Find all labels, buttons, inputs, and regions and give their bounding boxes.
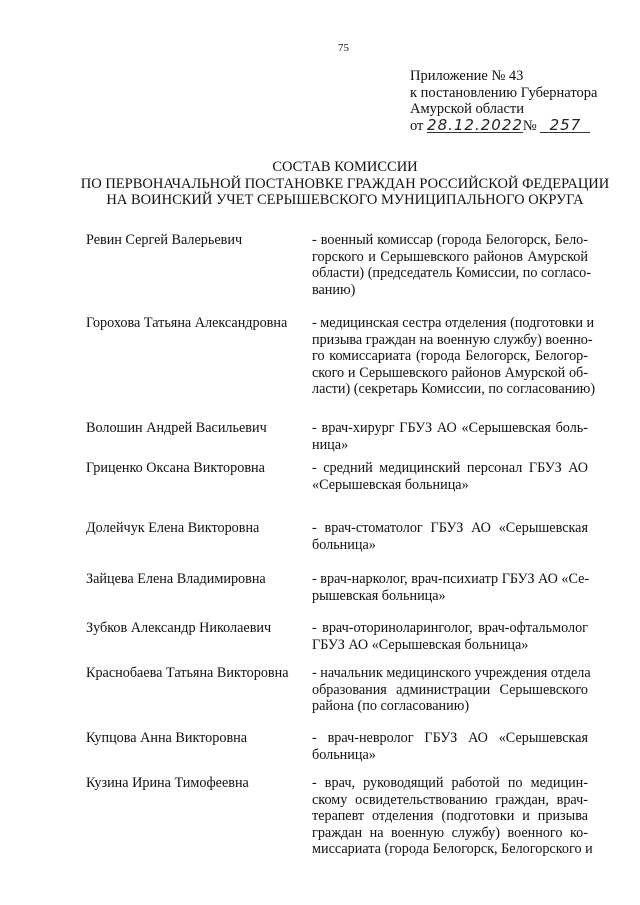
position-line: - начальник медицинского учреждения отдела [312,665,591,681]
appendix-number: Приложение № 43 [410,68,524,84]
position-line: ского и Серышевского районов Амурской об- [312,364,588,381]
position-line: - медицинская сестра отделения (подготовки и [312,315,595,331]
member-name: Краснобаева Татьяна Викторовна [86,665,289,681]
member-name: Зубков Александр Николаевич [86,620,272,636]
member-name: Зайцева Елена Владимировна [86,571,266,587]
member-name: Кузина Ирина Тимофеевна [86,775,249,791]
position-line: ГБУЗ АО «Серышевская больница» [312,636,529,653]
position-line: го комиссариата (города Белогорск, Белогор- [312,348,588,365]
position-line: граждан на военную службу) военного ко- [312,824,588,841]
date-prefix: от [410,117,424,134]
handwritten-number: 257 [540,118,590,133]
appendix-header [410,68,597,134]
position-line: ница» [312,436,349,453]
position-line: - врач-стоматолог ГБУЗ АО «Серышевская [312,520,588,536]
position-line: рышевская больница» [312,587,446,604]
member-position [312,620,588,653]
position-line: ванию) [312,281,356,298]
member-position [312,232,591,298]
member-name: Купцова Анна Викторовна [86,730,248,746]
appendix-reference: к постановлению Губернатора [410,84,598,101]
member-position [312,520,588,553]
member-name: Волошин Андрей Васильевич [86,420,267,436]
position-line: - врач-нарколог, врач-психиатр ГБУЗ АО «Се- [312,571,590,587]
appendix-date-line [410,115,597,135]
appendix-region: Амурской области [410,101,524,117]
member-name: Горохова Татьяна Александровна [86,315,288,331]
position-line: «Серышевская больница» [312,476,469,493]
position-line: образования администрации Серышевского [312,681,588,698]
position-line: - врач-хирург ГБУЗ АО «Серышевская боль- [312,420,588,436]
page-number: 75 [338,42,349,54]
position-line: миссариата (города Белогорск, Белогорского и [312,841,593,858]
position-line: - врач, руководящий работой по медицин- [312,775,588,791]
member-position [312,420,588,453]
member-name: Ревин Сергей Валерьевич [86,232,243,248]
number-sign: № [522,117,537,134]
member-position [312,315,596,398]
member-name: Гриценко Оксана Викторовна [86,460,265,476]
position-line: ласти) (секретарь Комиссии, по согласованию) [312,381,596,398]
handwritten-date: 28.12.2022 [427,115,523,134]
member-position [312,730,588,763]
document-title [60,159,630,209]
position-line: - средний медицинский персонал ГБУЗ АО [312,460,588,476]
position-line: больница» [312,746,376,763]
member-position [312,460,588,493]
title-line-1: СОСТАВ КОМИССИИ [272,159,418,175]
position-line: горского и Серышевского районов Амурской [312,248,588,265]
position-line: - врач-невролог ГБУЗ АО «Серышевская [312,730,588,746]
position-line: больница» [312,536,376,553]
member-position [312,775,593,858]
title-line-2: ПО ПЕРВОНАЧАЛЬНОЙ ПОСТАНОВКЕ ГРАЖДАН РОССИЙСКОЙ ФЕДЕРАЦИИ [80,175,610,192]
position-line: терапевт отделения (подготовки и призыва [312,808,588,825]
member-name: Долейчук Елена Викторовна [86,520,260,536]
position-line: - врач-оториноларинголог, врач-офтальмолог [312,620,588,636]
position-line: области) (председатель Комиссии, по согласо- [312,265,591,282]
position-line: района (по согласованию) [312,698,470,715]
position-line: скому освидетельствованию граждан, врач- [312,791,588,808]
position-line: призыва граждан на военную службу) военно- [312,331,593,348]
member-position [312,571,588,604]
title-line-3: НА ВОИНСКИЙ УЧЕТ СЕРЫШЕВСКОГО МУНИЦИПАЛЬНОГО ОКРУГА [106,192,584,208]
member-position [312,665,591,715]
position-line: - военный комиссар (города Белогорск, Бело- [312,232,588,248]
